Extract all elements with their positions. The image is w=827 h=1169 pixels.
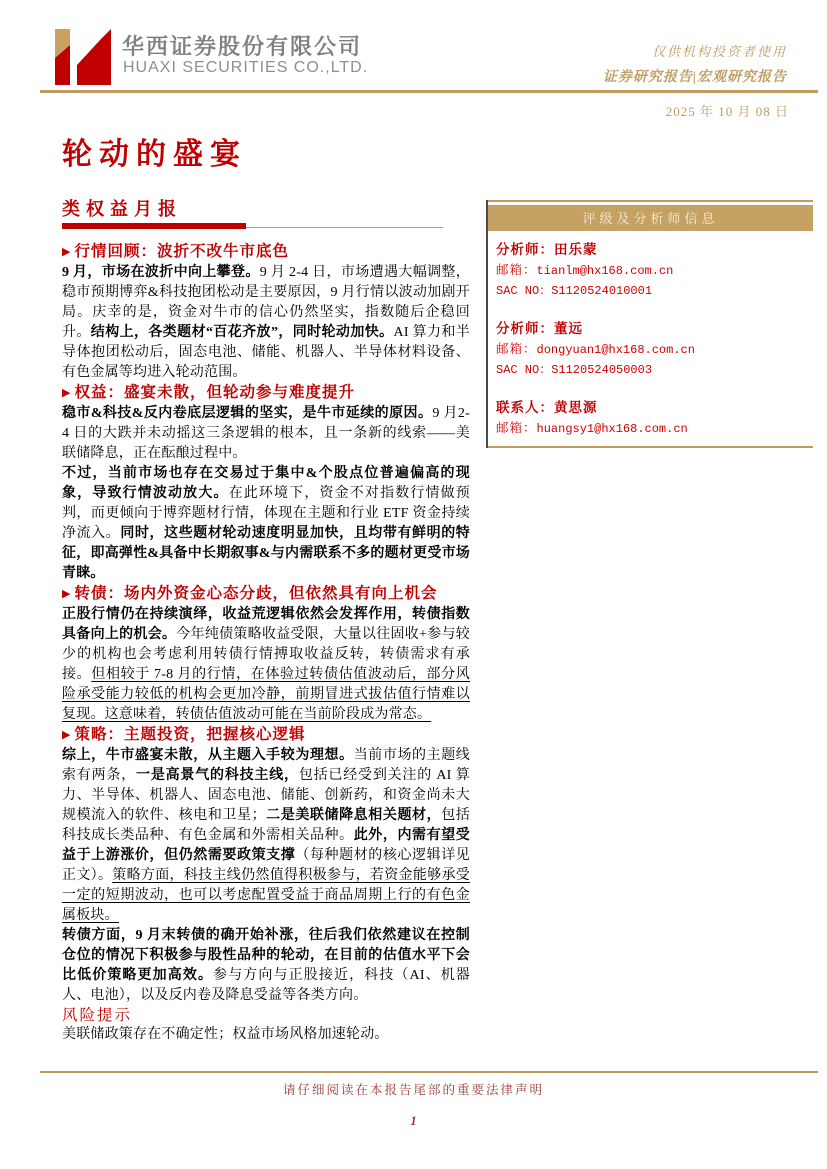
analyst-entry: [496, 398, 813, 439]
section-heading: 风险提示: [62, 1007, 133, 1024]
footer-divider: [40, 1071, 818, 1073]
text-run: 包括已经受到关注的 AI 算力、半导体、机器人、固态电池、储能、创新药，和资金尚未大规模流入的软件、核电和卫星；: [62, 768, 471, 823]
analyst-sac-no: SAC NO：S1120524050003: [496, 363, 653, 377]
report-section: [62, 383, 470, 584]
analyst-entry: [496, 240, 813, 301]
subtitle-red-bar: [62, 223, 246, 229]
analyst-entries: [488, 240, 813, 439]
body-paragraph: [62, 605, 470, 725]
section-heading: ▶ 权益：盛宴未散，但轮动参与难度提升: [62, 384, 355, 401]
body-paragraph: [62, 404, 470, 464]
text-run: 当前市场的主题线索有两条，: [62, 748, 470, 783]
analyst-sac-no: SAC NO：S1120524010001: [496, 284, 653, 298]
text-run: 9 月，市场在波折中向上攀登。: [62, 265, 260, 280]
text-run: 不过，当前市场也存在交易过于集中&个股点位普遍偏高的现象，导致行情波动放大。: [62, 466, 470, 501]
text-run: 结构上，各类题材“百花齐放”，同时轮动加快。: [90, 325, 394, 340]
heading-marker-icon: ▶: [62, 246, 72, 258]
body-paragraph: [62, 746, 470, 926]
body-paragraph: [62, 464, 470, 584]
text-run: 综上，牛市盛宴未散，从主题入手较为理想。: [62, 748, 354, 763]
text-run: 今年纯债策略收益受限，大量以往固收+参与较少的机构也会考虑利用转债行情搏取收益反转，转债需求有承接。: [62, 627, 470, 682]
text-run: 正股行情仍在持续演绎，收益荒逻辑依然会发挥作用，转债指数具备向上的机会。: [62, 607, 470, 642]
sidebar-bottom-divider: [488, 446, 813, 448]
analyst-name: 分析师：董远: [496, 321, 583, 336]
report-section: [62, 242, 470, 383]
text-run: 一是高景气的科技主线，: [136, 768, 299, 783]
email-value: dongyuan1@hx168.com.cn: [536, 343, 695, 357]
email-value: huangsy1@hx168.com.cn: [536, 422, 688, 436]
body-paragraph: [62, 263, 470, 383]
header-divider: [40, 90, 818, 93]
legal-notice: 请仔细阅读在本报告尾部的重要法律声明: [282, 1083, 544, 1097]
huaxi-logo-icon: [55, 27, 117, 85]
text-run: 稳市&科技&反内卷底层逻辑的坚实，是牛市延续的原因。: [62, 406, 433, 421]
email-label: 邮箱：: [496, 421, 537, 435]
page-subtitle: 类权益月报: [62, 199, 182, 219]
email-label: 邮箱：: [496, 342, 537, 356]
section-heading: ▶ 转债：场内外资金心态分歧，但依然具有向上机会: [62, 585, 438, 602]
report-section: [62, 1006, 470, 1045]
text-run: 包括科技成长类品种、有色金属和外需相关品种。: [62, 808, 470, 843]
analyst-email: [496, 418, 813, 439]
sidebar-header: 评级及分析师信息: [488, 205, 813, 231]
company-name-cn: 华西证券股份有限公司: [122, 34, 363, 59]
report-date: 2025 年 10 月 08 日: [665, 104, 789, 119]
sections: [62, 242, 470, 1045]
text-run: AI 算力和半导体抱团松动后，固态电池、储能、机器人、半导体材料设备、有色金属等均进入轮动范围。: [62, 325, 470, 380]
heading-marker-icon: ▶: [62, 729, 72, 741]
report-type: 证券研究报告|宏观研究报告: [602, 70, 787, 85]
text-run: 策略方面，科技主线仍然值得积极参与，若资金能够承受一定的短期波动，也可以考虑配置受益于商品周期上行的有色金属板块。: [62, 868, 470, 923]
body-paragraph: [62, 1025, 470, 1045]
email-value: tianlm@hx168.com.cn: [536, 264, 674, 278]
text-run: 美联储政策存在不确定性；权益市场风格加速轮动。: [62, 1027, 389, 1042]
section-heading: ▶ 行情回顾：波折不改牛市底色: [62, 243, 289, 260]
section-heading: ▶ 策略：主题投资，把握核心逻辑: [62, 726, 306, 743]
analyst-name: 联系人：黄思源: [496, 400, 598, 415]
page-number: 1: [410, 1113, 417, 1128]
subtitle-divider: [62, 223, 443, 229]
text-run: （每种题材的核心逻辑详见正文）。: [62, 848, 470, 883]
email-label: 邮箱：: [496, 263, 537, 277]
text-run: 参与方向与正股接近，科技（AI、机器人、电池），以及反内卷及降息受益等各类方向。: [62, 968, 471, 1003]
report-section: [62, 584, 470, 725]
analyst-name: 分析师：田乐蒙: [496, 242, 598, 257]
analyst-email: [496, 339, 813, 360]
company-name-en: HUAXI SECURITIES CO.,LTD.: [123, 59, 369, 76]
text-run: 此外，内需有望受益于上游涨价，但仍然需要政策支撑: [62, 828, 470, 863]
text-run: 同时，这些题材轮动速度明显加快，且均带有鲜明的特征，即高弹性&具备中长期叙事&与内需联系不多的题材更受市场青睐。: [62, 526, 470, 581]
analyst-email: [496, 260, 813, 281]
report-section: [62, 725, 470, 1006]
text-run: 在此环境下，资金不对指数行情做预判，而更倾向于博弈题材行情，体现在主题和行业 ETF 资金持续净流入。: [62, 486, 470, 541]
page-title: 轮动的盛宴: [62, 138, 247, 171]
heading-marker-icon: ▶: [62, 387, 72, 399]
heading-marker-icon: ▶: [62, 588, 72, 600]
text-run: 9 月 2-4 日，市场遭遇大幅调整，稳市预期博弈&科技抱团松动是主要原因，9 月行情以波动加剧开局。庆幸的是，资金对牛市的信心仍然坚实，指数随后企稳回升。: [62, 265, 470, 340]
text-run: 但相较于 7-8 月的行情，在体验过转债估值波动后，部分风险承受能力较低的机构会更加冷静，前期冒进式拔估值行情难以复现。这意味着，转债估值波动可能在当前阶段成为常态。: [62, 667, 470, 722]
subtitle-tan-line: [246, 227, 443, 228]
body-paragraph: [62, 926, 470, 1006]
text-run: 转债方面，9 月末转债的确开始补涨，往后我们依然建议在控制仓位的情况下积极参与股性品种的轮动，在目前的估值水平下会比低价策略更加高效。: [62, 928, 470, 983]
text-run: 二是美联储降息相关题材，: [265, 808, 442, 823]
text-run: 9 月2-4 日的大跌并未动摇这三条逻辑的根本，且一条新的线索——美联储降息，正在酝酿过程中。: [62, 406, 470, 461]
analyst-sidebar: [486, 200, 813, 448]
audience-note: 仅供机构投资者使用: [651, 44, 787, 59]
analyst-entry: [496, 319, 813, 380]
sidebar-top-divider: [488, 200, 813, 202]
